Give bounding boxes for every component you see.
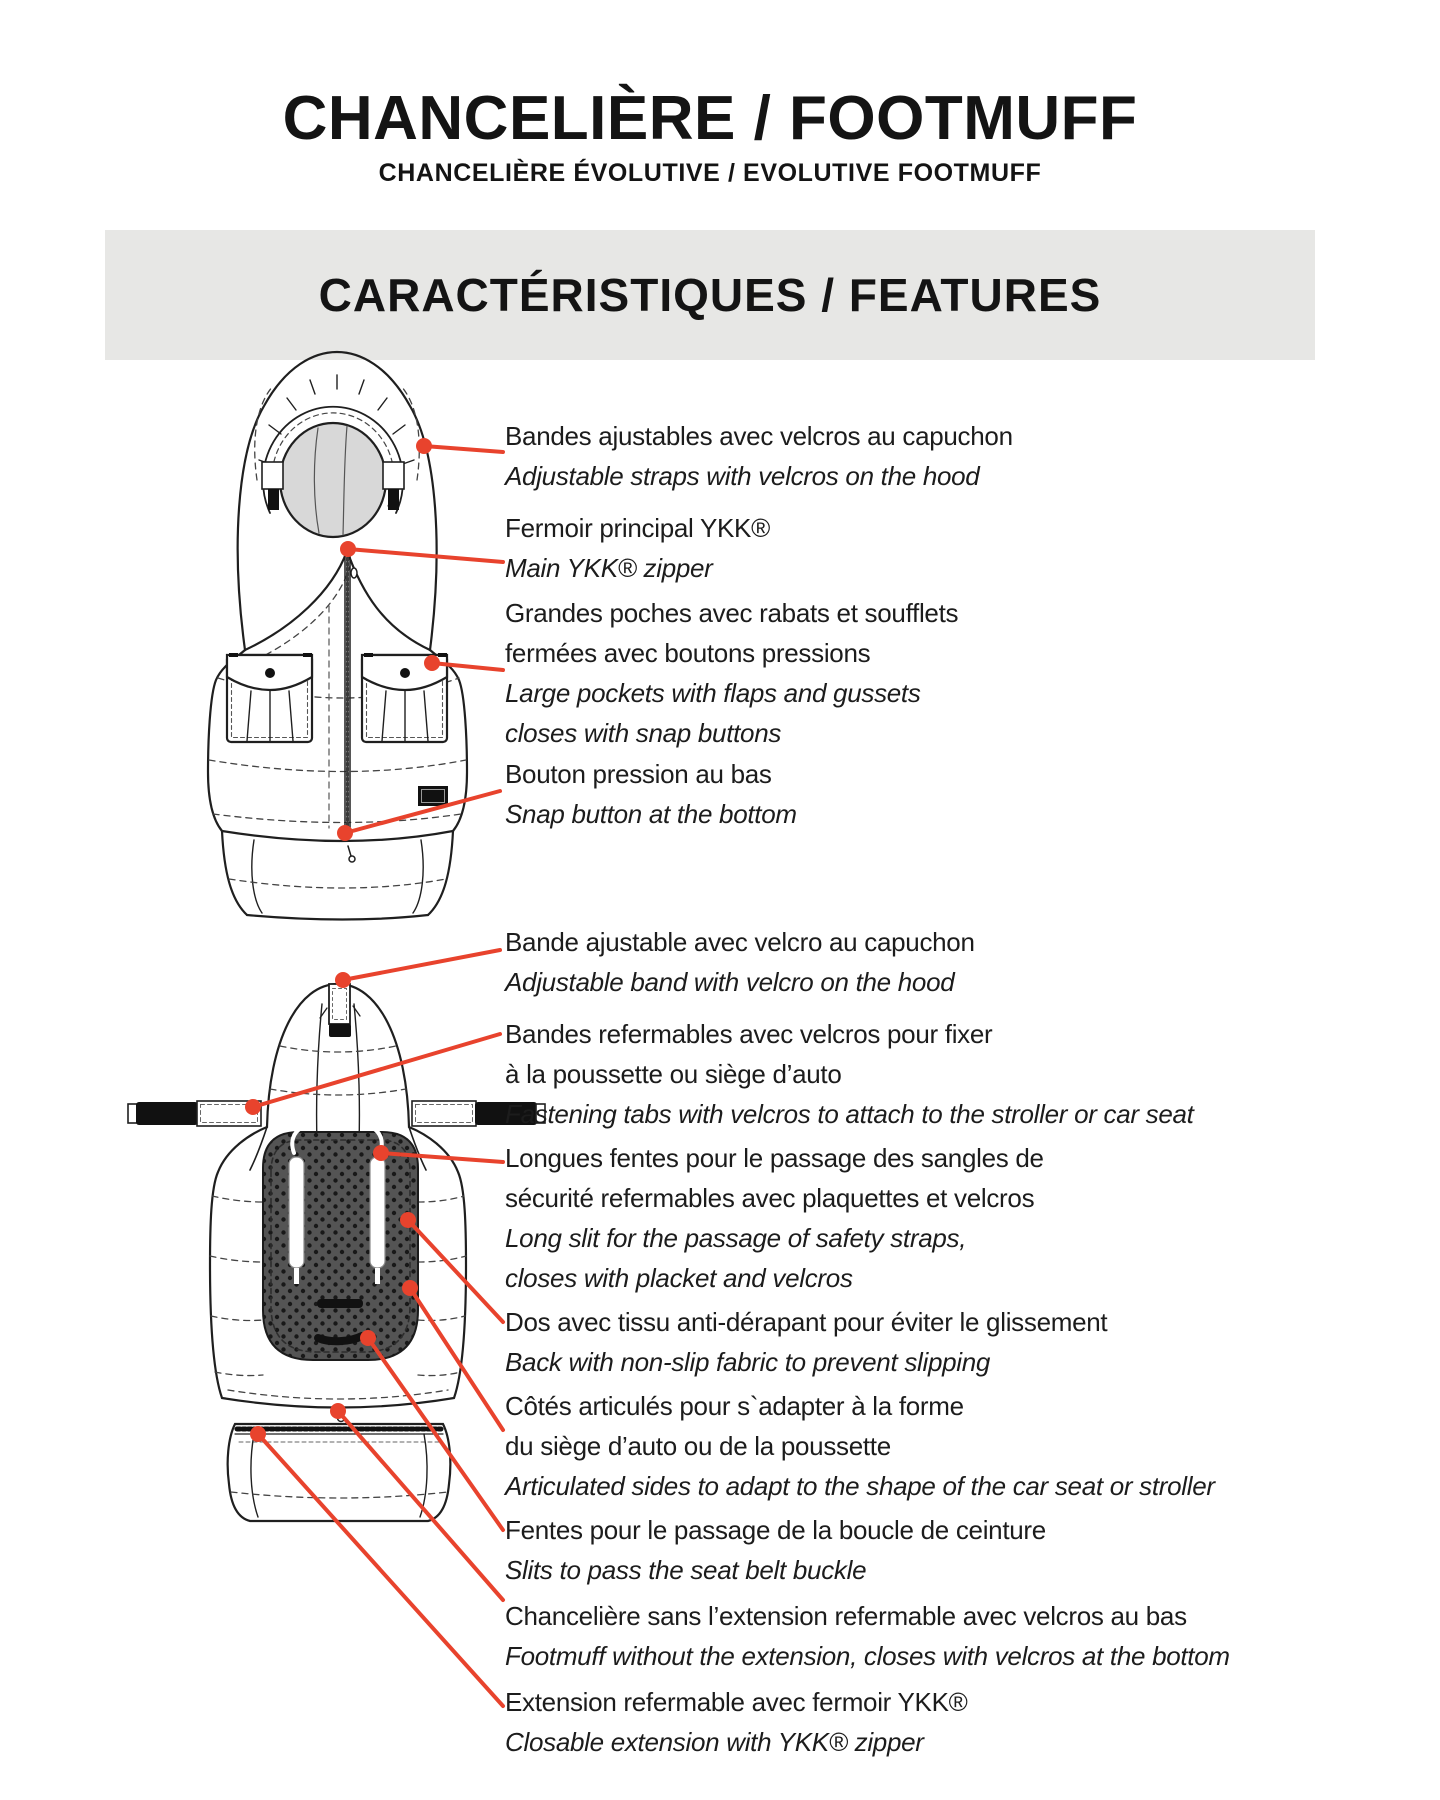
feature-text-fr: Bouton pression au bas: [505, 759, 772, 789]
feature-text-en: Adjustable straps with velcros on the hood: [505, 461, 980, 491]
callout-dot-7: [373, 1145, 389, 1161]
feature-label-5: [505, 922, 975, 1002]
feature-text-en: Fastening tabs with velcros to attach to the stroller or car seat: [505, 1099, 1194, 1129]
feature-text-en: Footmuff without the extension, closes with velcros at the bottom: [505, 1641, 1230, 1671]
feature-text-en: closes with snap buttons: [505, 718, 782, 748]
callout-dot-10: [360, 1330, 376, 1346]
feature-label-7: [505, 1138, 1044, 1298]
feature-text-fr: Fentes pour le passage de la boucle de ceinture: [505, 1515, 1046, 1545]
callout-dot-6: [245, 1099, 261, 1115]
feature-text-fr: Longues fentes pour le passage des sangles de: [505, 1143, 1044, 1173]
pocket-snap-button: [400, 668, 410, 678]
anti-slip-panel: [263, 1128, 418, 1360]
callout-dot-11: [330, 1403, 346, 1419]
feature-text-en: Adjustable band with velcro on the hood: [505, 967, 955, 997]
hood-strap-right: [388, 489, 399, 510]
feature-text-fr: Grandes poches avec rabats et soufflets: [505, 598, 959, 628]
feature-label-11: [505, 1596, 1230, 1676]
feature-text-fr: Côtés articulés pour s`adapter à la forme: [505, 1391, 964, 1421]
feature-text-fr: Bandes ajustables avec velcros au capuchon: [505, 421, 1013, 451]
feature-label-6: [505, 1014, 1194, 1134]
feature-label-2: [505, 508, 770, 588]
callout-line-2: [348, 549, 503, 562]
feature-text-fr: Fermoir principal YKK®: [505, 513, 770, 543]
feature-text-fr: Bande ajustable avec velcro au capuchon: [505, 927, 975, 957]
callout-line-5: [343, 950, 500, 980]
footmuff-back-view-drawing: [128, 984, 545, 1521]
feature-text-fr: Chancelière sans l’extension refermable avec velcros au bas: [505, 1601, 1187, 1631]
feature-text-fr: Dos avec tissu anti-dérapant pour éviter le glissement: [505, 1307, 1108, 1337]
brand-label-patch: [418, 786, 448, 806]
pocket-snap-button: [265, 668, 275, 678]
feature-label-4: [505, 754, 797, 834]
features-section-heading: CARACTÉRISTIQUES / FEATURES: [318, 269, 1102, 321]
page-subtitle: CHANCELIÈRE ÉVOLUTIVE / EVOLUTIVE FOOTMUFF: [378, 159, 1042, 187]
callout-dot-12: [250, 1426, 266, 1442]
feature-text-fr: Extension refermable avec fermoir YKK®: [505, 1687, 968, 1717]
feature-text-en: Snap button at the bottom: [505, 799, 797, 829]
feature-text-fr: sécurité refermables avec plaquettes et velcros: [505, 1183, 1035, 1213]
safety-strap-slit-right: [370, 1157, 385, 1268]
feature-text-en: Back with non-slip fabric to prevent slipping: [505, 1347, 991, 1377]
callout-dot-8: [400, 1212, 416, 1228]
feature-text-fr: Bandes refermables avec velcros pour fixer: [505, 1019, 993, 1049]
safety-strap-slit-left: [289, 1157, 304, 1268]
page-title: CHANCELIÈRE / FOOTMUFF: [282, 84, 1138, 153]
main-zipper: [345, 551, 357, 862]
feature-label-8: [505, 1302, 1107, 1382]
callout-line-1: [424, 446, 503, 452]
feature-text-en: Large pockets with flaps and gussets: [505, 678, 921, 708]
callout-dot-9: [402, 1280, 418, 1296]
hood-front: [238, 352, 437, 650]
feature-text-en: Articulated sides to adapt to the shape of the car seat or stroller: [505, 1471, 1215, 1501]
feature-label-1: [505, 416, 1013, 496]
callout-dot-3: [424, 655, 440, 671]
callout-dot-2: [340, 541, 356, 557]
belt-buckle-slit-upper: [317, 1299, 363, 1308]
feature-text-en: closes with placket and velcros: [505, 1263, 853, 1293]
feature-text-fr: à la poussette ou siège d’auto: [505, 1059, 842, 1089]
bottom-section-front: [222, 831, 453, 920]
feature-text-en: Closable extension with YKK® zipper: [505, 1727, 924, 1757]
callout-dot-4: [337, 825, 353, 841]
fastening-strap-left: [128, 1101, 261, 1126]
callout-dot-5: [335, 972, 351, 988]
feature-label-3: [505, 593, 958, 753]
hood-strap-left: [268, 489, 279, 510]
pocket-left: [227, 653, 312, 742]
feature-text-fr: fermées avec boutons pressions: [505, 638, 871, 668]
feature-text-fr: du siège d’auto ou de la poussette: [505, 1431, 891, 1461]
callout-dot-1: [416, 438, 432, 454]
feature-text-en: Main YKK® zipper: [505, 553, 713, 583]
feature-text-en: Long slit for the passage of safety straps,: [505, 1223, 967, 1253]
feature-text-en: Slits to pass the seat belt buckle: [505, 1555, 867, 1585]
feature-label-12: [505, 1682, 967, 1762]
hood-opening: [280, 423, 386, 537]
feature-label-9: [505, 1386, 1215, 1506]
feature-label-10: [505, 1510, 1046, 1590]
